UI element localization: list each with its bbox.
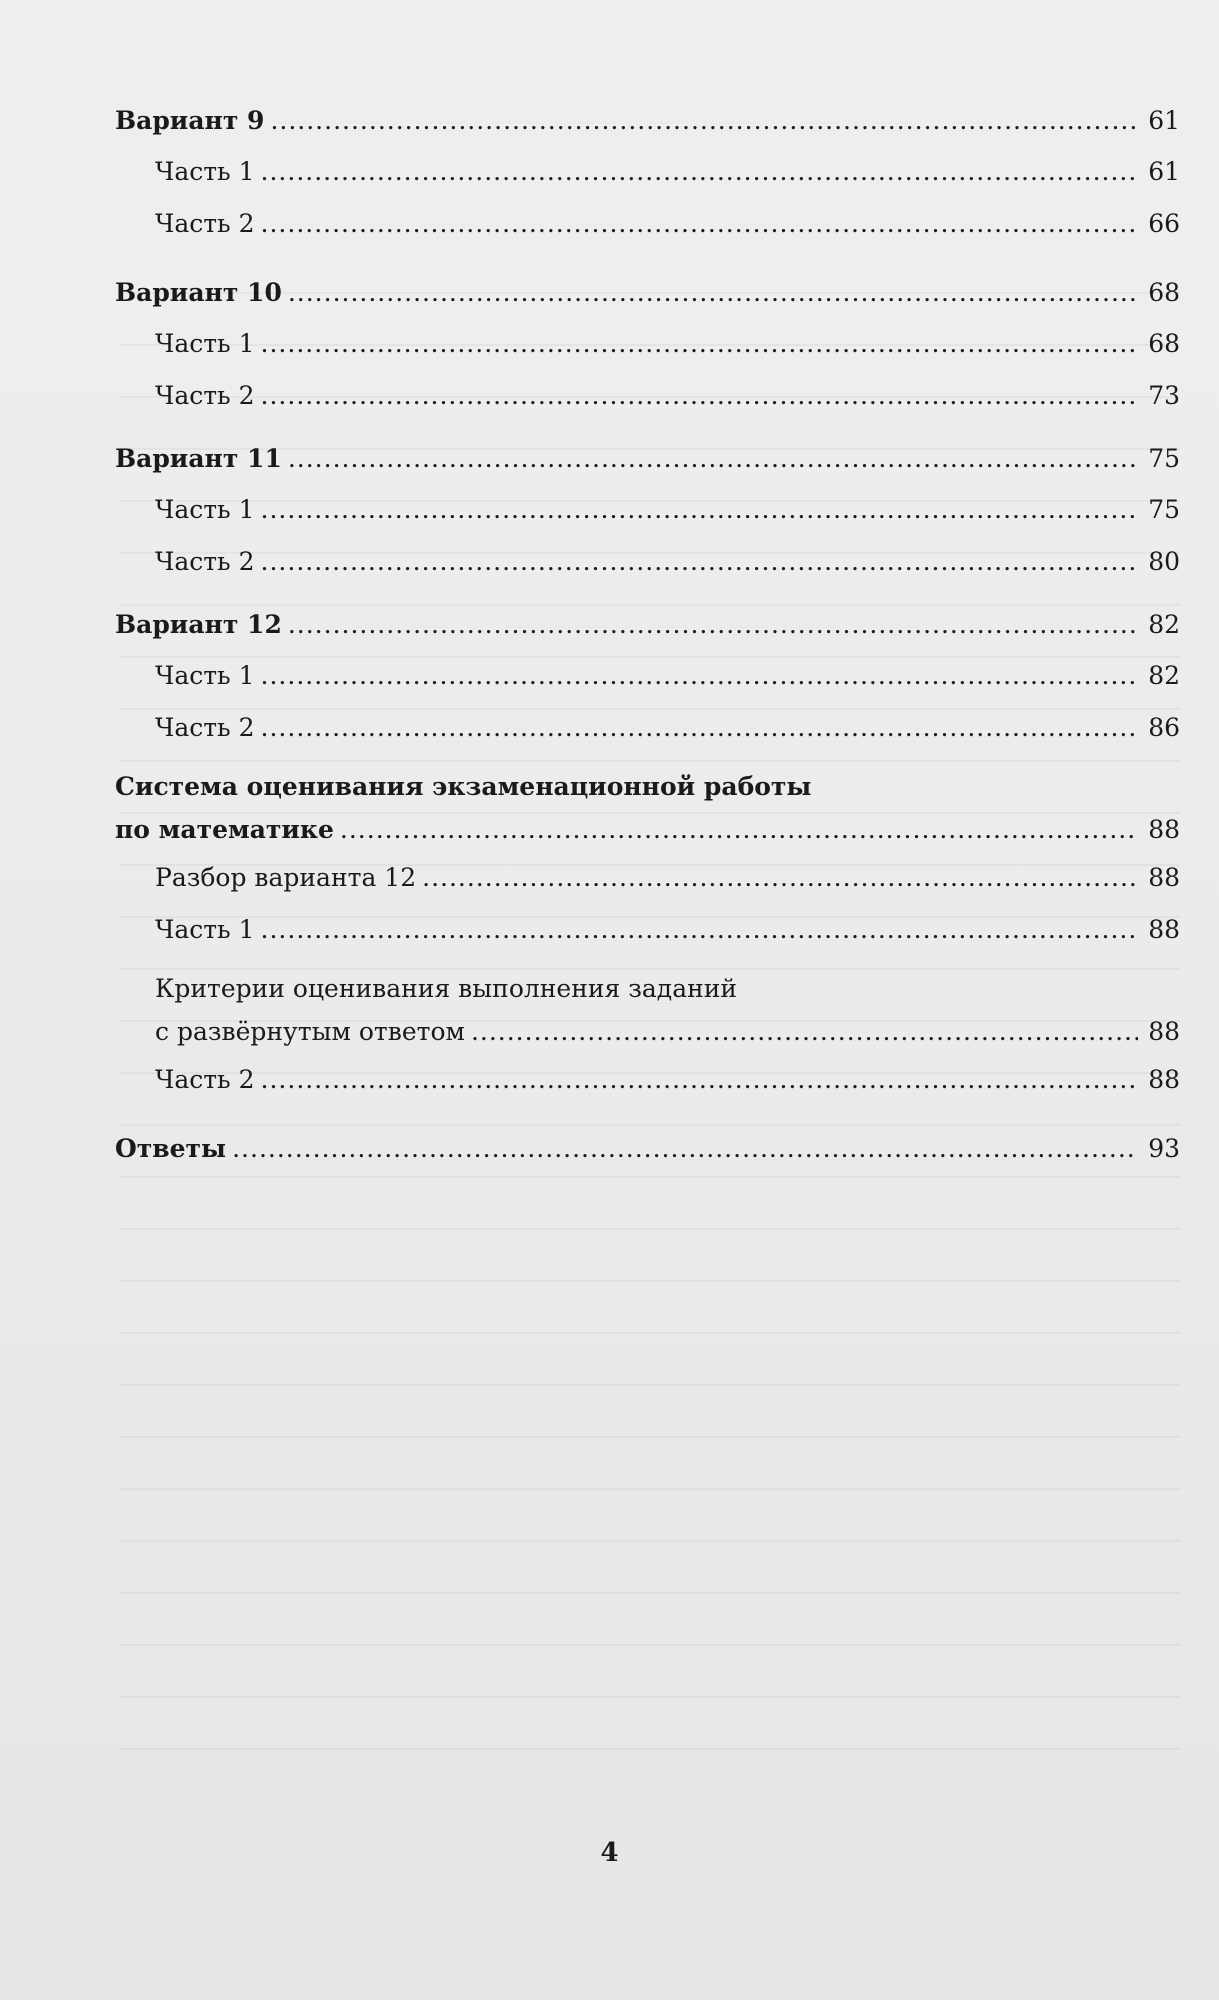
toc-entry-label: Часть 1 <box>155 661 255 690</box>
dot-leader <box>422 852 1138 904</box>
toc-entry-variant-12-part-2[interactable] <box>115 702 1180 754</box>
toc-page-number: 82 <box>1148 661 1180 690</box>
toc-entry-label: Часть 1 <box>155 157 255 186</box>
toc-entry-analysis-part-1[interactable] <box>115 904 1180 956</box>
toc-entry-label: Ответы <box>115 1134 227 1163</box>
toc-entry-label: Часть 2 <box>155 1065 255 1094</box>
toc-page-number: 68 <box>1148 278 1180 307</box>
toc-page-number: 86 <box>1148 713 1180 742</box>
dot-leader <box>288 600 1138 650</box>
toc-entry-label-line-1: Критерии оценивания выполнения заданий <box>155 974 738 1003</box>
toc-entry-analysis-variant-12[interactable] <box>115 852 1180 904</box>
toc-entry-variant-12[interactable] <box>115 600 1180 650</box>
toc-entry-label: Вариант 9 <box>115 106 265 135</box>
toc-entry-label: Разбор варианта 12 <box>155 863 417 892</box>
toc-entry-label: Часть 2 <box>155 713 255 742</box>
toc-page-number: 80 <box>1148 547 1180 576</box>
toc-entry-variant-9[interactable] <box>115 96 1180 146</box>
dot-leader <box>288 434 1138 484</box>
table-of-contents <box>115 96 1180 1174</box>
toc-page-number: 88 <box>1148 1017 1180 1046</box>
toc-page-number: 88 <box>1148 863 1180 892</box>
dot-leader <box>261 1054 1138 1106</box>
toc-entry-variant-11-part-2[interactable] <box>115 536 1180 588</box>
toc-page-number: 73 <box>1148 381 1180 410</box>
toc-page-number: 68 <box>1148 329 1180 358</box>
dot-leader <box>261 536 1138 588</box>
toc-entry-variant-9-part-2[interactable] <box>115 198 1180 250</box>
toc-entry-criteria[interactable] <box>115 968 1180 1054</box>
dot-leader <box>261 370 1138 422</box>
toc-entry-assessment-system[interactable] <box>115 766 1180 852</box>
toc-entry-label: Часть 2 <box>155 381 255 410</box>
toc-entry-label-line-1: Система оценивания экзаменационной работы <box>115 772 812 801</box>
toc-page-number: 82 <box>1148 610 1180 639</box>
toc-page-number: 93 <box>1148 1134 1180 1163</box>
toc-entry-label: Часть 2 <box>155 209 255 238</box>
toc-entry-variant-11-part-1[interactable] <box>115 484 1180 536</box>
toc-entry-label: Часть 2 <box>155 547 255 576</box>
dot-leader <box>261 904 1138 956</box>
toc-page-number: 61 <box>1148 106 1180 135</box>
toc-entry-variant-10-part-1[interactable] <box>115 318 1180 370</box>
dot-leader <box>471 1010 1138 1054</box>
toc-page-number: 88 <box>1148 815 1180 844</box>
dot-leader <box>232 1124 1138 1174</box>
toc-entry-variant-10[interactable] <box>115 268 1180 318</box>
dot-leader <box>270 96 1138 146</box>
dot-leader <box>261 650 1138 702</box>
dot-leader <box>340 808 1138 852</box>
toc-entry-variant-11[interactable] <box>115 434 1180 484</box>
toc-entry-label: Часть 1 <box>155 915 255 944</box>
dot-leader <box>261 484 1138 536</box>
toc-entry-label: Вариант 10 <box>115 278 282 307</box>
toc-entry-analysis-part-2[interactable] <box>115 1054 1180 1106</box>
toc-page-number: 75 <box>1148 444 1180 473</box>
toc-entry-answers[interactable] <box>115 1124 1180 1174</box>
dot-leader <box>261 146 1138 198</box>
page-number-footer: 4 <box>600 1838 619 1868</box>
toc-page-number: 75 <box>1148 495 1180 524</box>
toc-entry-label: Часть 1 <box>155 495 255 524</box>
toc-entry-label: Вариант 11 <box>115 444 282 473</box>
dot-leader <box>261 198 1138 250</box>
toc-page-number: 66 <box>1148 209 1180 238</box>
toc-entry-label-line-2: по математике <box>115 815 334 844</box>
toc-page-number: 88 <box>1148 915 1180 944</box>
toc-entry-label: Часть 1 <box>155 329 255 358</box>
dot-leader <box>261 702 1138 754</box>
toc-entry-label-line-2: с развёрнутым ответом <box>155 1017 465 1046</box>
toc-page-number: 88 <box>1148 1065 1180 1094</box>
toc-entry-variant-10-part-2[interactable] <box>115 370 1180 422</box>
toc-entry-variant-12-part-1[interactable] <box>115 650 1180 702</box>
dot-leader <box>288 268 1138 318</box>
dot-leader <box>261 318 1138 370</box>
toc-page-number: 61 <box>1148 157 1180 186</box>
toc-entry-variant-9-part-1[interactable] <box>115 146 1180 198</box>
toc-entry-label: Вариант 12 <box>115 610 282 639</box>
